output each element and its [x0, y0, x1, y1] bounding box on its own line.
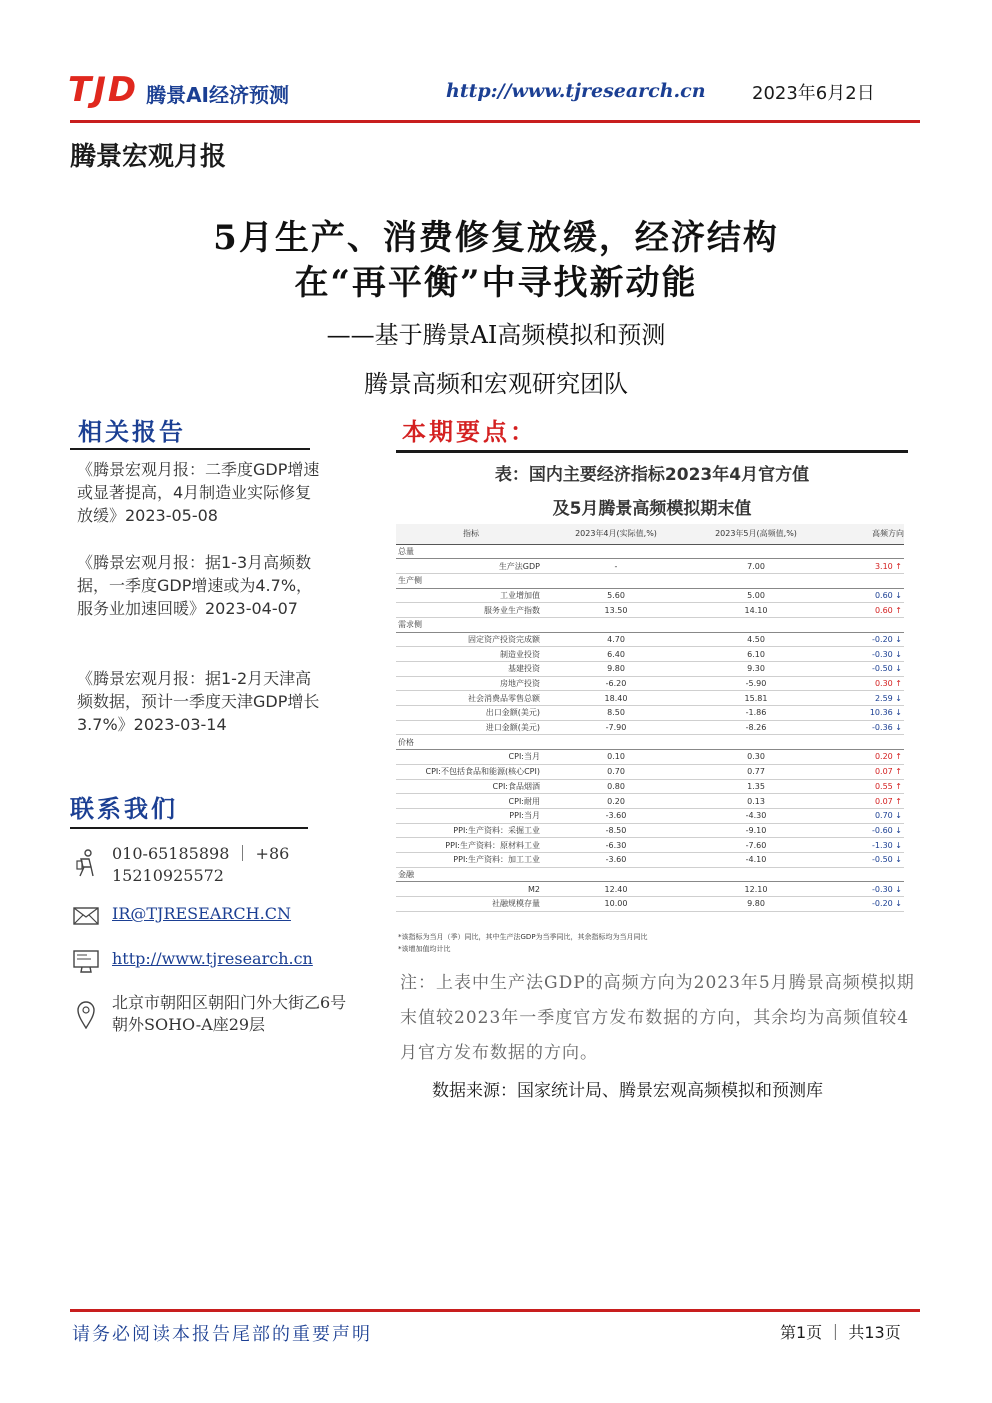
- table-row: [396, 706, 904, 721]
- table-row: [396, 676, 904, 691]
- table-group-row: [396, 617, 904, 632]
- may-value: -5.90: [686, 676, 826, 691]
- table-title-line-2: 及5月腾景高频模拟期末值: [552, 499, 752, 519]
- direction-value: -0.20 ↓: [826, 632, 904, 647]
- header-url-link[interactable]: http://www.tjresearch.cn: [446, 80, 706, 102]
- report-team: 腾景高频和宏观研究团队: [364, 370, 628, 398]
- april-value: 18.40: [546, 691, 686, 706]
- indicator-name: PPI:生产资料：加工工业: [396, 852, 546, 867]
- may-value: -1.86: [686, 706, 826, 721]
- april-value: -6.30: [546, 838, 686, 853]
- table-row: [396, 838, 904, 853]
- indicator-name: M2: [396, 882, 546, 897]
- table-row: [396, 691, 904, 706]
- column-header: 高频方向: [826, 524, 904, 544]
- may-value: -4.10: [686, 852, 826, 867]
- may-value: 15.81: [686, 691, 826, 706]
- table-group-row: [396, 573, 904, 588]
- april-value: 5.60: [546, 588, 686, 603]
- related-reports-heading: 相关报告: [78, 417, 186, 446]
- report-subtitle: ——基于腾景AI高频模拟和预测: [326, 321, 666, 349]
- april-value: 12.40: [546, 882, 686, 897]
- indicator-name: 服务业生产指数: [396, 603, 546, 618]
- table-row: [396, 794, 904, 809]
- may-value: 6.10: [686, 647, 826, 662]
- direction-value: -0.50 ↓: [826, 852, 904, 867]
- may-value: -9.10: [686, 823, 826, 838]
- column-header: 指标: [396, 524, 546, 544]
- may-value: -8.26: [686, 720, 826, 735]
- direction-value: -0.20 ↓: [826, 897, 904, 912]
- table-header-row: [396, 524, 904, 544]
- may-value: 1.35: [686, 779, 826, 794]
- indicator-name: 进口金额(美元): [396, 720, 546, 735]
- april-value: -3.60: [546, 808, 686, 823]
- group-label: 金融: [396, 867, 904, 882]
- phone-icon: [73, 850, 99, 876]
- report-title-line-1: 5月生产、消费修复放缓，经济结构: [213, 218, 779, 258]
- logo-mark: TJD: [68, 70, 139, 110]
- may-value: 0.13: [686, 794, 826, 809]
- april-value: 9.80: [546, 662, 686, 677]
- may-value: 7.00: [686, 559, 826, 574]
- column-header: 2023年5月(高频值,%): [686, 524, 826, 544]
- indicator-name: 生产法GDP: [396, 559, 546, 574]
- may-value: 14.10: [686, 603, 826, 618]
- contact-divider: [70, 827, 308, 829]
- may-value: -4.30: [686, 808, 826, 823]
- indicator-name: 房地产投资: [396, 676, 546, 691]
- indicator-name: CPI:不包括食品和能源(核心CPI): [396, 764, 546, 779]
- april-value: 8.50: [546, 706, 686, 721]
- indicator-name: 工业增加值: [396, 588, 546, 603]
- may-value: 0.30: [686, 750, 826, 765]
- indicator-name: 社融规模存量: [396, 897, 546, 912]
- april-value: 13.50: [546, 603, 686, 618]
- table-row: [396, 823, 904, 838]
- contact-website-link[interactable]: http://www.tjresearch.cn: [112, 949, 313, 968]
- table-row: [396, 852, 904, 867]
- footer-disclaimer: 请务必阅读本报告尾部的重要声明: [72, 1324, 372, 1345]
- group-label: 总量: [396, 544, 904, 559]
- april-value: -6.20: [546, 676, 686, 691]
- direction-value: 0.55 ↑: [826, 779, 904, 794]
- direction-value: 0.30 ↑: [826, 676, 904, 691]
- direction-value: -0.30 ↓: [826, 882, 904, 897]
- may-value: -7.60: [686, 838, 826, 853]
- footer-divider: [70, 1309, 920, 1312]
- april-value: 0.70: [546, 764, 686, 779]
- april-value: -7.90: [546, 720, 686, 735]
- email-icon: [73, 903, 99, 929]
- contact-address: 北京市朝阳区朝阳门外大街乙6号朝外SOHO-A座29层: [112, 993, 347, 1034]
- contact-email-link[interactable]: IR@TJRESEARCH.CN: [112, 904, 291, 923]
- direction-value: 3.10 ↑: [826, 559, 904, 574]
- table-row: [396, 559, 904, 574]
- related-report-item[interactable]: 《腾景宏观月报：二季度GDP增速或显著提高，4月制造业实际修复放缓》2023-05-08: [77, 460, 320, 525]
- indicator-name: 社会消费品零售总额: [396, 691, 546, 706]
- direction-value: 0.60 ↓: [826, 588, 904, 603]
- direction-value: 0.70 ↓: [826, 808, 904, 823]
- table-row: [396, 897, 904, 912]
- direction-value: 0.20 ↑: [826, 750, 904, 765]
- may-value: 4.50: [686, 632, 826, 647]
- brand-logo: [68, 70, 289, 110]
- table-note: 注：上表中生产法GDP的高频方向为2023年5月腾景高频模拟期末值较2023年一季度官方发布数据的方向，其余均为高频值较4月官方发布数据的方向。: [400, 973, 915, 1063]
- may-value: 0.77: [686, 764, 826, 779]
- direction-value: -1.30 ↓: [826, 838, 904, 853]
- table-row: [396, 779, 904, 794]
- related-report-item[interactable]: 《腾景宏观月报：据1-2月天津高频数据，预计一季度天津GDP增长3.7%》2023-03-14: [77, 669, 320, 734]
- key-points-heading: 本期要点：: [402, 417, 537, 446]
- direction-value: 0.07 ↑: [826, 764, 904, 779]
- report-date: 2023年6月2日: [752, 83, 875, 104]
- indicator-name: 固定资产投资完成额: [396, 632, 546, 647]
- indicators-table: [396, 524, 904, 912]
- table-footnote: *该增加值均计比: [398, 945, 451, 953]
- column-header: 2023年4月(实际值,%): [546, 524, 686, 544]
- april-value: 4.70: [546, 632, 686, 647]
- group-label: 生产侧: [396, 573, 904, 588]
- table-row: [396, 882, 904, 897]
- related-reports-divider: [70, 448, 310, 450]
- april-value: 0.20: [546, 794, 686, 809]
- indicator-name: PPI:生产资料：采掘工业: [396, 823, 546, 838]
- indicator-name: CPI:耐用: [396, 794, 546, 809]
- may-value: 5.00: [686, 588, 826, 603]
- may-value: 12.10: [686, 882, 826, 897]
- april-value: -8.50: [546, 823, 686, 838]
- direction-value: -0.50 ↓: [826, 662, 904, 677]
- indicator-name: 制造业投资: [396, 647, 546, 662]
- report-series-title: 腾景宏观月报: [70, 142, 227, 172]
- table-group-row: [396, 544, 904, 559]
- april-value: -3.60: [546, 852, 686, 867]
- indicator-name: PPI:当月: [396, 808, 546, 823]
- table-row: [396, 750, 904, 765]
- indicator-name: CPI:当月: [396, 750, 546, 765]
- direction-value: -0.36 ↓: [826, 720, 904, 735]
- april-value: 6.40: [546, 647, 686, 662]
- group-label: 需求侧: [396, 617, 904, 632]
- table-row: [396, 662, 904, 677]
- table-group-row: [396, 735, 904, 750]
- table-row: [396, 603, 904, 618]
- header-divider: [70, 120, 920, 123]
- table-row: [396, 647, 904, 662]
- direction-value: 0.07 ↑: [826, 794, 904, 809]
- contact-phone: 010-65185898 ｜ +86 15210925572: [112, 844, 290, 885]
- table-row: [396, 808, 904, 823]
- table-title-line-1: 表：国内主要经济指标2023年4月官方值: [494, 465, 810, 485]
- page-indicator: 第1页 ｜ 共13页: [780, 1323, 901, 1342]
- may-value: 9.30: [686, 662, 826, 677]
- direction-value: -0.60 ↓: [826, 823, 904, 838]
- may-value: 9.80: [686, 897, 826, 912]
- april-value: -: [546, 559, 686, 574]
- table-row: [396, 720, 904, 735]
- indicator-name: 基建投资: [396, 662, 546, 677]
- key-points-divider: [396, 450, 908, 453]
- direction-value: 0.60 ↑: [826, 603, 904, 618]
- website-icon: [73, 949, 99, 975]
- table-row: [396, 632, 904, 647]
- location-pin-icon: [73, 1002, 99, 1028]
- indicator-name: CPI:食品烟酒: [396, 779, 546, 794]
- indicator-name: PPI:生产资料：原材料工业: [396, 838, 546, 853]
- direction-value: 10.36 ↓: [826, 706, 904, 721]
- related-report-item[interactable]: 《腾景宏观月报：据1-3月高频数据，一季度GDP增速或为4.7%，服务业加速回暖》2023-04-07: [77, 553, 313, 618]
- table-row: [396, 764, 904, 779]
- table-group-row: [396, 867, 904, 882]
- logo-text: 腾景AI经济预测: [146, 82, 289, 107]
- contact-heading: 联系我们: [70, 794, 178, 823]
- direction-value: -0.30 ↓: [826, 647, 904, 662]
- april-value: 0.80: [546, 779, 686, 794]
- report-title-line-2: 在“再平衡”中寻找新动能: [294, 263, 698, 303]
- table-footnote: *该指标为当月（季）同比，其中生产法GDP为当季同比，其余指标均为当月同比: [398, 933, 648, 941]
- group-label: 价格: [396, 735, 904, 750]
- table-row: [396, 588, 904, 603]
- indicator-name: 出口金额(美元): [396, 706, 546, 721]
- data-source: 数据来源：国家统计局、腾景宏观高频模拟和预测库: [432, 1081, 823, 1101]
- april-value: 0.10: [546, 750, 686, 765]
- direction-value: 2.59 ↓: [826, 691, 904, 706]
- april-value: 10.00: [546, 897, 686, 912]
